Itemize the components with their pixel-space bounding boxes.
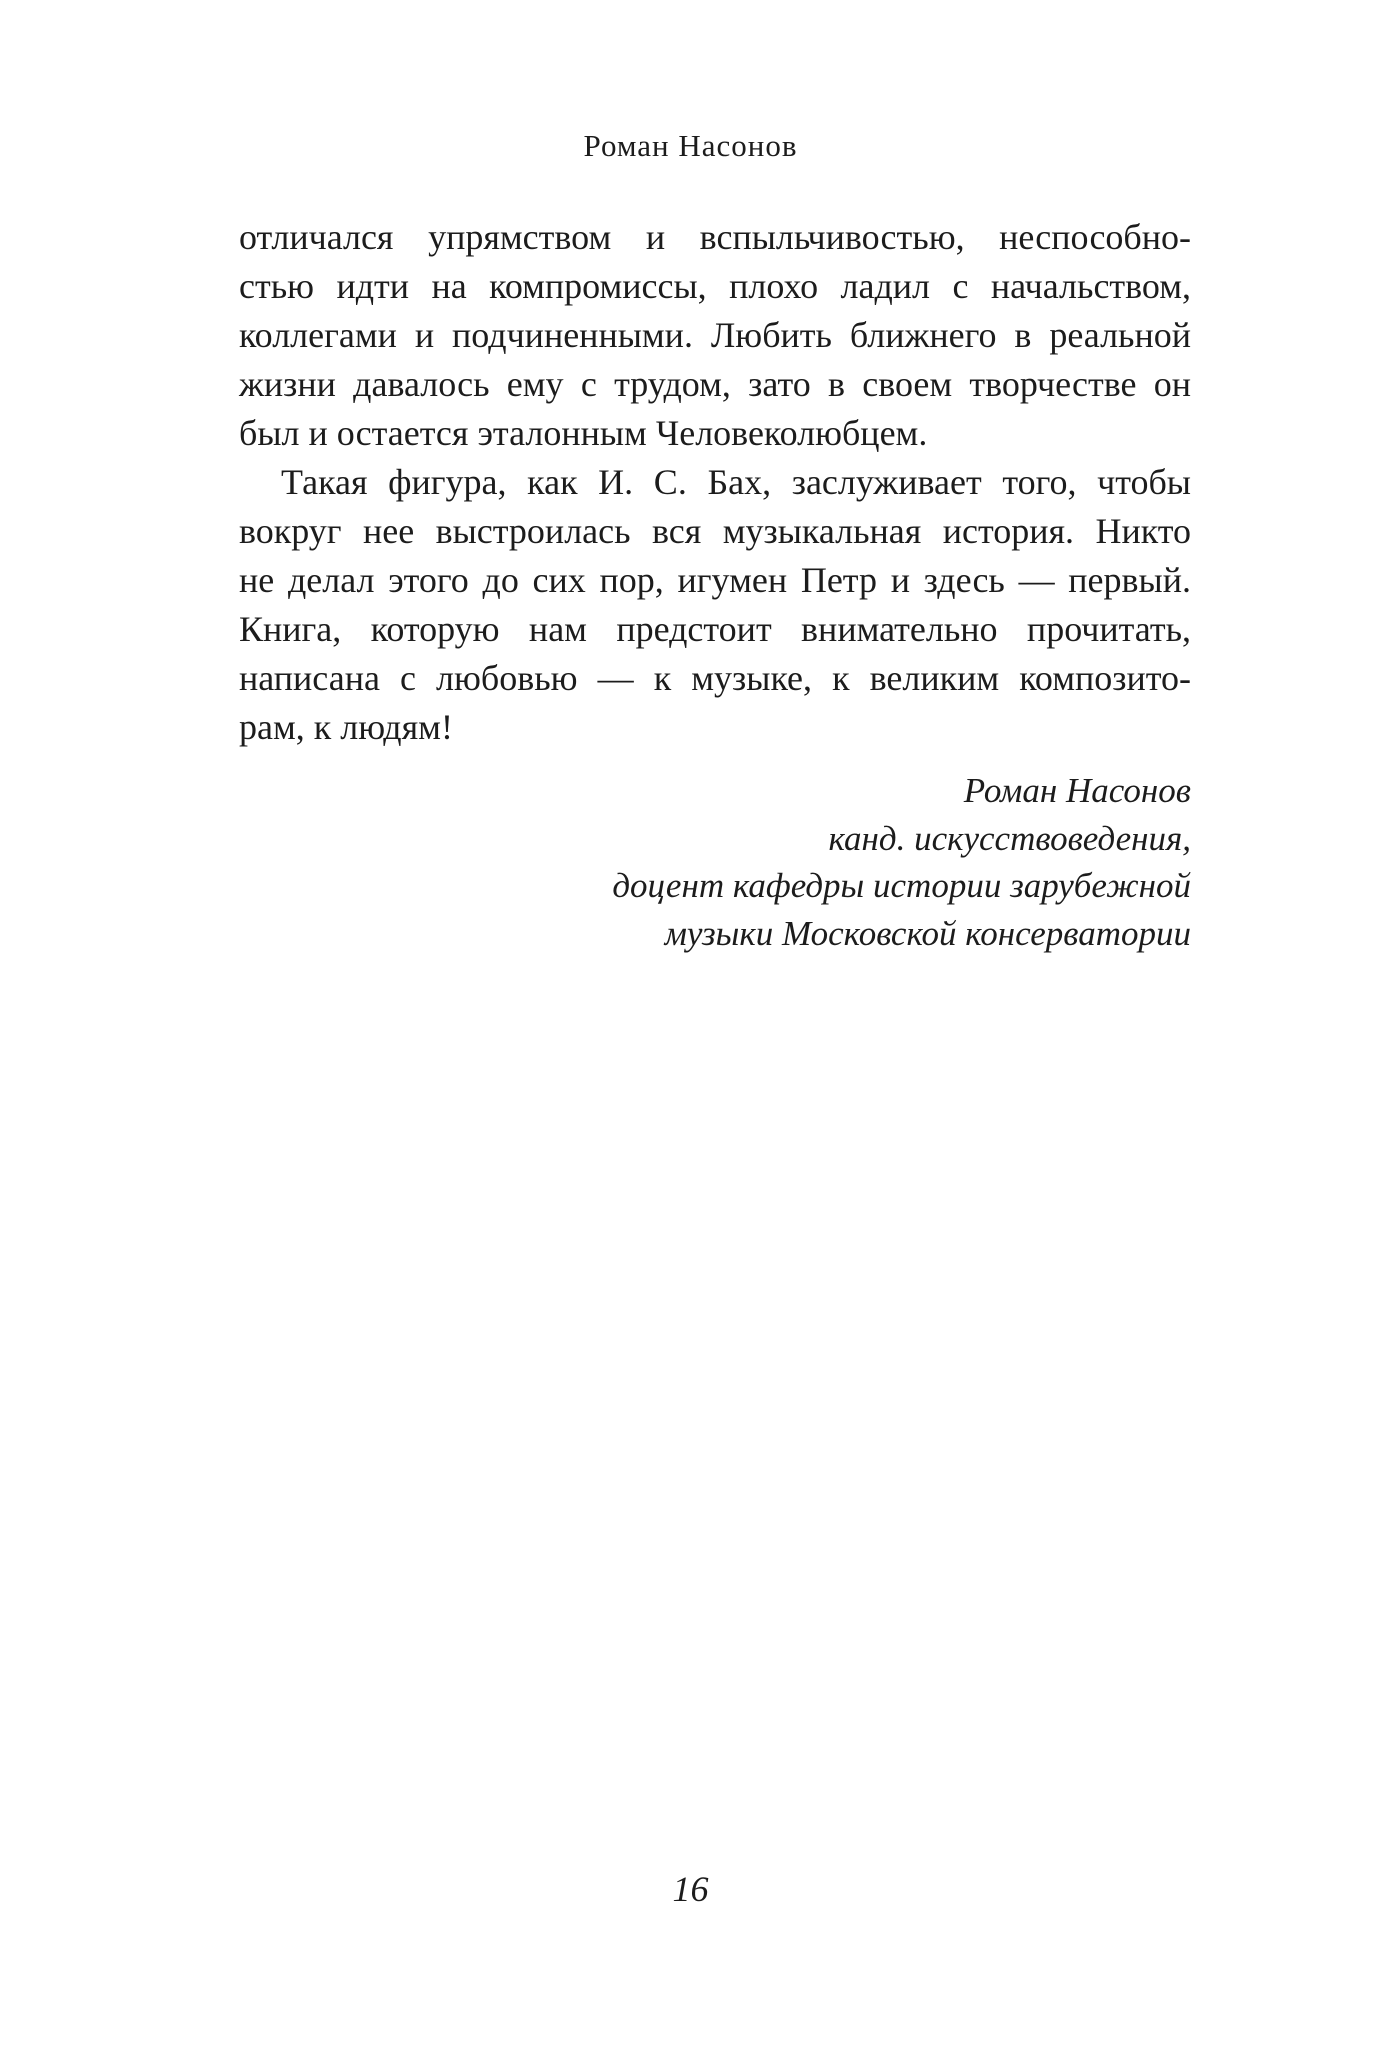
signature-title-line: канд. искусствоведения,	[828, 818, 1191, 858]
signature-block	[612, 767, 1191, 957]
signature-author: Роман Насонов	[963, 771, 1191, 810]
text-line: написана с любовью — к музыке, к великим композито-	[239, 657, 1191, 698]
text-line: Такая фигура, как И. С. Бах, заслуживает того, чтобы	[281, 461, 1191, 502]
page-number: 16	[672, 1869, 709, 1909]
text-line: был и остается эталонным Человеколюбцем.	[239, 412, 928, 453]
text-line: отличался упрямством и вспыльчивостью, неспособно-	[239, 217, 1191, 257]
text-line: Книга, которую нам предстоит внимательно прочитать,	[239, 608, 1191, 649]
signature-title-line: доцент кафедры истории зарубежной	[612, 866, 1191, 906]
body-text	[239, 213, 1191, 751]
signature-title-line: музыки Московской консерватории	[664, 913, 1191, 953]
text-line: рам, к людям!	[239, 706, 453, 747]
paragraph-1	[239, 213, 1191, 458]
paragraph-2	[239, 458, 1191, 752]
text-line: жизни давалось ему с трудом, зато в своем творчестве он	[239, 363, 1191, 404]
running-head: Роман Насонов	[583, 128, 798, 163]
text-line: вокруг нее выстроилась вся музыкальная история. Никто	[239, 510, 1191, 551]
text-line: коллегами и подчиненными. Любить ближнего в реальной	[239, 314, 1191, 355]
text-line: стью идти на компромиссы, плохо ладил с начальством,	[239, 265, 1191, 306]
text-line: не делал этого до сих пор, игумен Петр и здесь — первый.	[239, 559, 1191, 600]
